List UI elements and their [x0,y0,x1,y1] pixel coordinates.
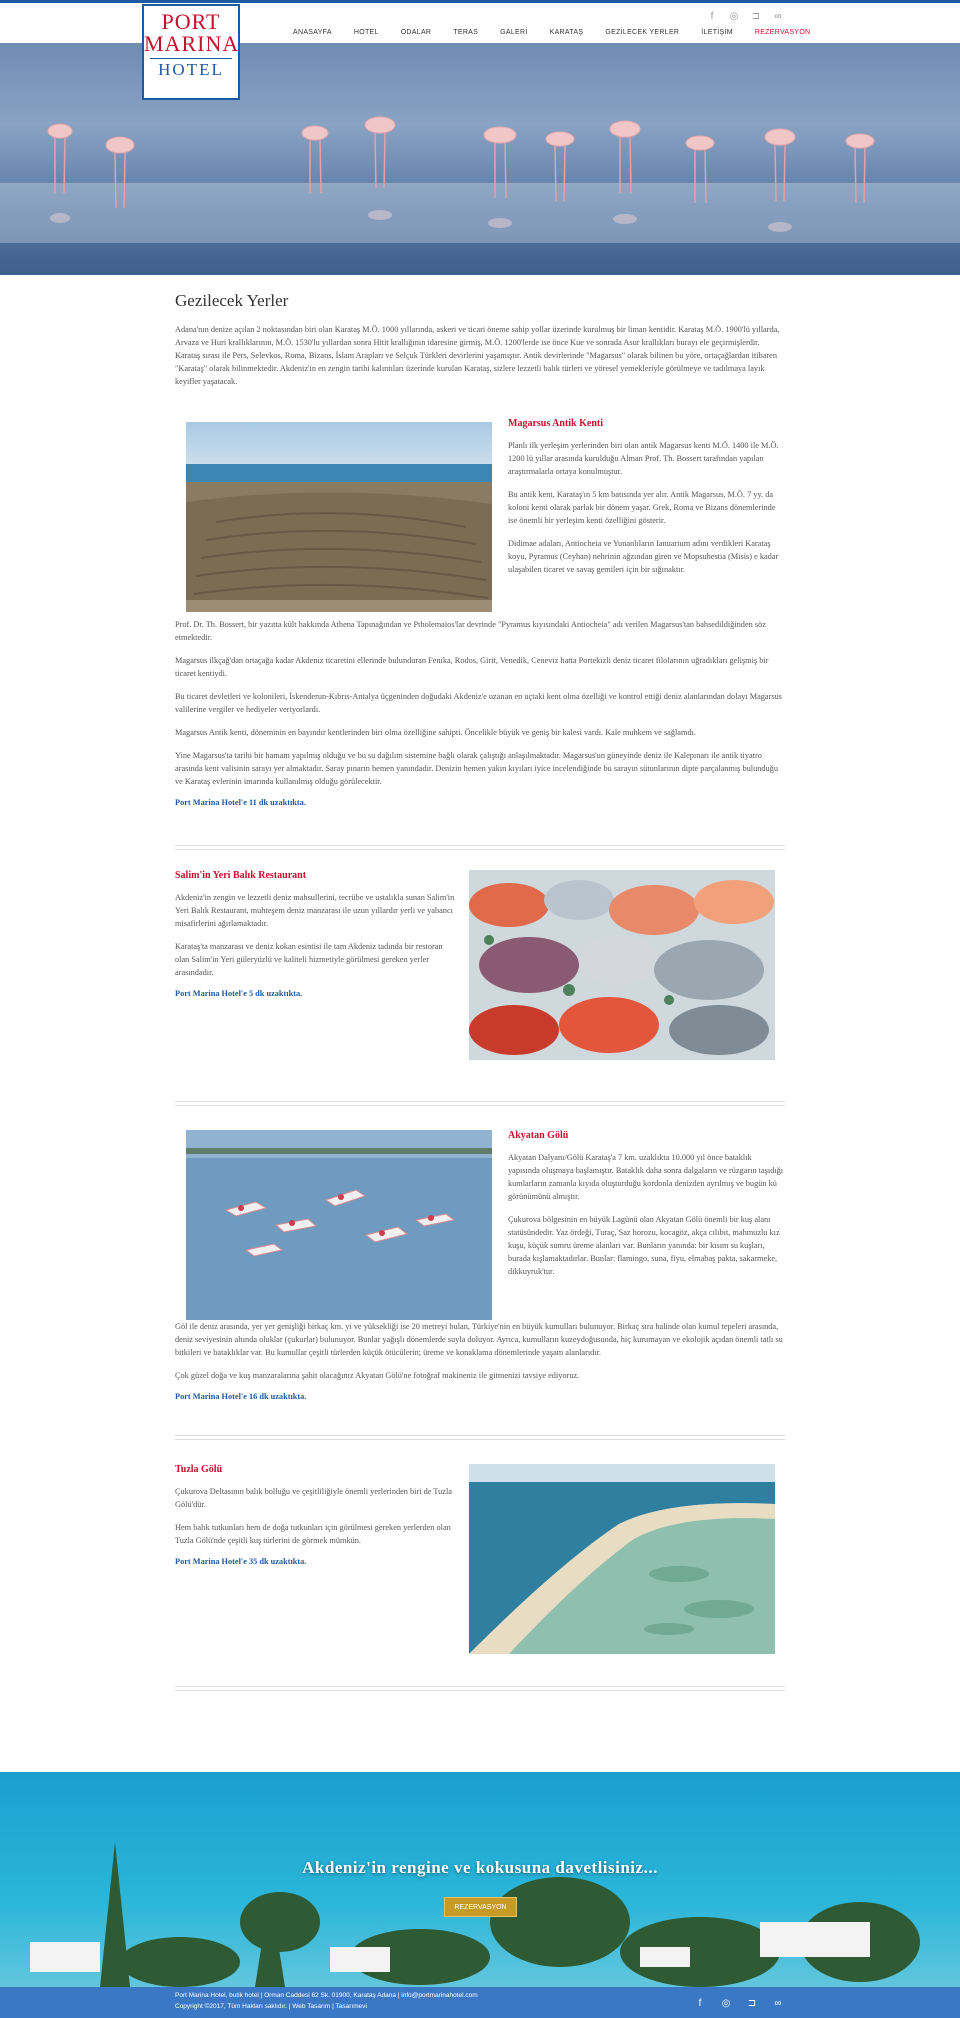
logo-line-marina: MARINA [144,31,240,56]
tuzla-distance: Port Marina Hotel'e 35 dk uzaktıkta. [175,1557,307,1566]
magarsus-paragraph: Magarsus Antik kenti, döneminin en bayındır kentlerinden biri olma özelliğine sahipti. Öncelikle büyük ve geniş bir kalesi vardı. Kale muhkem ve sağlamdı. [175,728,696,737]
logo-line-hotel: HOTEL [158,60,224,79]
nav-teras[interactable]: TERAS [453,29,479,36]
tuzla-title: Tuzla Gölü [175,1464,223,1475]
tuzla-lagoon-aerial-photo [469,1464,775,1654]
footer-copyright: Copyright ©2017, Tüm Hakları saklıdır. | Web Tasarım | Tasarımevi [175,2003,367,2010]
logo-line-port: PORT [161,9,221,34]
nav-karatas[interactable]: KARATAŞ [549,29,584,36]
footer-hero-banner [0,1772,960,1987]
nav-hotel[interactable]: HOTEL [353,29,379,36]
nav-iletisim[interactable]: İLETİŞİM [701,29,733,36]
salim-distance: Port Marina Hotel'e 5 dk uzaktıkta. [175,989,303,998]
tuzla-aerial-image [469,1464,775,1654]
akyatan-paragraph: Çukurova bölgesinin en büyük Lagünü olan Akyatan Gölü önemli bir kuş alanı statüsündedir. Yaz ördeği, Turaç, Saz horozu, kocagöz, akça cılıbıt, mahmuzlu kız kuşu, küçük sumru üreme alanları var. Bunların yanında: bir kısım su kuşları, burada kışlamaktadırlar. Bunlar: flamingo, suna, fiyu, elmabaş pakta, sakarmeke, dikkuyruk'tur. [508,1215,780,1276]
hotel-logo[interactable] [142,4,240,100]
reservation-button[interactable]: REZERVASYON [444,1897,517,1917]
footer [0,1987,960,2018]
magarsus-paragraph: Didimae adaları, Antiocheia ve Yunanlıların Ianuarium adını verdikleri Karataş koyu, Pyramus (Ceyhan) nehrinin ağzından giren ve Mopsuhestia (Misis) e kadar ulaşabilen ticaret ve savaş gemileri için bir sığınaktır. [508,539,779,574]
magarsus-paragraph: Planlı ilk yerleşim yerlerinden biri olan antik Magarsus kenti M.Ö. 1400 ile M.Ö. 1200 lü yıllar arasında kurulduğu Alman Prof. Th. Bossert tarafından yapılan araştırmalarla ortaya konulmuştur. [508,441,779,476]
header [0,3,960,79]
section-divider [175,1101,785,1106]
section-divider [175,845,785,850]
intro-paragraph: Adana'nın denize açılan 2 noktasından biri olan Karataş M.Ö. 1000 yıllarında, askeri ve ticari öneme sahip yollar üzerinde kurulmuş bir liman kentidir. Karataş M.Ö. 1900'lü yıllarda, Arvaza ve Huri krallıklarının, M.Ö. 1530'lu yıllardan sonra Hitit krallığının idaresine girmiş, M.Ö. 1200'lerde ise önce Kue ve sonrada Asur krallıkları burayı ele geçirmişlerdir. Karataş sırası ile Pers, Selevkos, Roma, Bizans, İslam Arapları ve Selçuk Türkleri devirlerini yaşamıştır. Antik devirlerinde "Magarsus" olarak bilinen bu yöre, ortaçağlardan itibaren "Karataş" olarak bilinmektedir. Akdeniz'in en zengin tarihi kalıntıları üzerinde kurulan Karataş, sizlere lezzetli balık türleri ve yöresel yemekleriyle görülmeye ve tadılmaya layık keyifler yaşatacak. [175,325,780,386]
section-salim [175,870,785,1065]
akyatan-flamingos-image [186,1130,492,1320]
section-tuzla [175,1464,785,1654]
sea-view-photo [0,1772,960,1987]
akyatan-paragraph: Akyatan Dalyanı/Gölü Karataş'a 7 km. uzaklıkta 10.000 yıl önce bataklık yapısında oluşmaya başlamıştır. Bataklık daha sonra dalgaların ve rüzgarın taşıdığı kumlarların zamanla kıyıda oluşturduğu kordonla denizden ayrılmış ve bugün kü görünümünü almıştır. [508,1153,784,1201]
section-divider [175,1686,785,1691]
section-magarsus [175,418,785,807]
tuzla-paragraph: Hem balık tutkunları hem de doğa tutkunları için görülmesi gereken yerlerden olan Tuzla Gölü'nde çeşitli kuş türlerini de görmek mümkün. [175,1523,451,1545]
page-title: Gezilecek Yerler [175,291,289,310]
social-links-bottom [693,1996,785,2010]
nav-galeri[interactable]: GALERİ [500,29,528,36]
nav-gezilecek-yerler[interactable]: GEZİLECEK YERLER [605,29,680,36]
section-akyatan [175,1130,785,1401]
magarsus-paragraph: Yine Magarsus'ta tarihi bir hamam yapılmış olduğu ve bu su dağılım sistemine bağlı olarak çalıştığı anlaşılmaktadır. Magarsus'un güneyinde deniz ile Kalepınarı ile antik tiyatro arasında kent valisinin sarayı yer almaktadır. Saray pınarın hemen yanındadır. Denizin hemen yakın kıyıları iyice incelendiğinde bu sarayın sütunlarının dipte parçalanmış bulunduğu ve Karataş evlerinin imarında kullanılmış olduğu görülecektir. [175,751,778,786]
social-links-top [705,9,785,23]
foursquare-icon[interactable]: ⊐ [751,10,761,22]
magarsus-paragraph: Prof. Dr. Th. Bossert, bir yazıtta kült hakkında Athena Tapınağından ve Ptholemaios'lar devrinde "Pyramus kıyısındaki Antiocheia" adı verilen Magarsus'tan bahsedildiğinden söz etmektedir. [175,620,766,642]
facebook-icon[interactable]: f [710,10,714,22]
main-nav [282,29,821,36]
salim-paragraph: Karataş'ta manzarası ve deniz kokan esintisi ile tam Akdeniz tadında bir restoran olan Salim'in Yeri güleryüzlü ve kaliteli hizmetiyle görülmesi gereken yerler arasındadır. [175,942,443,977]
nav-anasayfa[interactable]: ANASAYFA [293,29,332,36]
magarsus-paragraph: Bu ticaret devletleri ve kolonileri, İskenderun-Kıbrıs-Antalya üçgeninden doğudaki Akdeniz'e uzanan en uçtaki kent olma özelliği ve kontrol ettiği deniz alanlarından dolayı Magarsus valilerine vergiler ve hediyeler veriyorlardı. [175,692,782,714]
magarsus-paragraph: Magarsus ilkçağ'dan ortaçağa kadar Akdeniz ticaretini ellerinde bulunduran Fenika, Rodos, Girit, Venedik, Ceneviz hatta Portekizli deniz ticaret filolarının uğradıkları gelişmiş bir ticaret kentiydi. [175,656,769,678]
tuzla-paragraph: Çukurova Deltasının balık bolluğu ve çeşitliliğiyle önemli yerlerinden biri de Tuzla Gölü'dür. [175,1487,452,1509]
footer-address: Port Marina Hotel, butik hotel | Orman Caddesi 62 Sk. 01900, Karataş Adana | info@portmarinahotel.com [175,1992,478,1999]
akyatan-paragraph: Göl ile deniz arasında, yer yer genişliği birkaç km. yi ve yüksekliği ise 20 metreyi bulan, Türkiye'nin en büyük kumulları bulunuyor. Birkaç sıra halinde olan kumul tepeleri arasında, deniz seviyesinin altında oluklar (çukurlar) bulunuyor. Bunlar yağışlı dönemlerde suyla doluyor. Ayrıca, kumulların kuzeydoğusunda, hiç kurumayan ve ekolojik açıdan önemli tatlı su bitkileri ve bataklıklar var. Bu kumullar çeşitli türlerden küçük ötücülerin; üreme ve konaklama dönemlerinde yaşam alanlarıdır. [175,1322,783,1357]
cta-heading: Akdeniz'in rengine ve kokusuna davetlisiniz... [302,1858,658,1877]
magarsus-title: Magarsus Antik Kenti [508,418,604,429]
akyatan-title: Akyatan Gölü [508,1130,569,1141]
nav-odalar[interactable]: ODALAR [400,29,432,36]
main-content [175,285,785,1691]
ancient-theatre-photo [186,422,492,612]
facebook-icon[interactable]: f [698,1997,702,2009]
salim-paragraph: Akdeniz'in zengin ve lezzetli deniz mahsullerini, tecrübe ve ustalıkla sunan Salim'in Yeri Balık Restaurant, muhteşem deniz manzarası ile uzun yıllardır yerli ve yabancı misafirlerini ağırlamaktadır. [175,893,455,928]
seafood-image [469,870,775,1060]
magarsus-distance: Port Marina Hotel'e 11 dk uzaktıkta. [175,798,306,807]
section-divider [175,1435,785,1440]
nav-rezervasyon[interactable]: REZERVASYON [754,29,811,36]
akyatan-distance: Port Marina Hotel'e 16 dk uzaktıkta. [175,1392,307,1401]
instagram-icon[interactable]: ◎ [729,10,739,22]
tripadvisor-icon[interactable]: ∞ [774,10,782,22]
magarsus-ruins-image [186,422,492,612]
instagram-icon[interactable]: ◎ [721,1997,731,2009]
logo-divider [150,58,232,59]
seafood-market-photo [469,870,775,1060]
foursquare-icon[interactable]: ⊐ [747,1997,757,2009]
salim-title: Salim'in Yeri Balık Restaurant [175,870,307,881]
tripadvisor-icon[interactable]: ∞ [774,1997,782,2009]
magarsus-paragraph: Bu antik kent, Karataş'ın 5 km batısında yer alır. Antik Magarsus, M.Ö. 7 yy. da koloni kenti olarak parlak bir dönem yaşar. Grek, Roma ve Bizans dönemlerinde ise önemli bir yerleşim kenti özelliğini gösterir. [508,490,776,525]
flying-flamingos-photo [186,1130,492,1320]
akyatan-paragraph: Çok güzel doğa ve kuş manzaralarına şahit olacağınız Akyatan Gölü'ne fotoğraf makineniz ile gitmenizi tavsiye ediyoruz. [175,1371,580,1380]
